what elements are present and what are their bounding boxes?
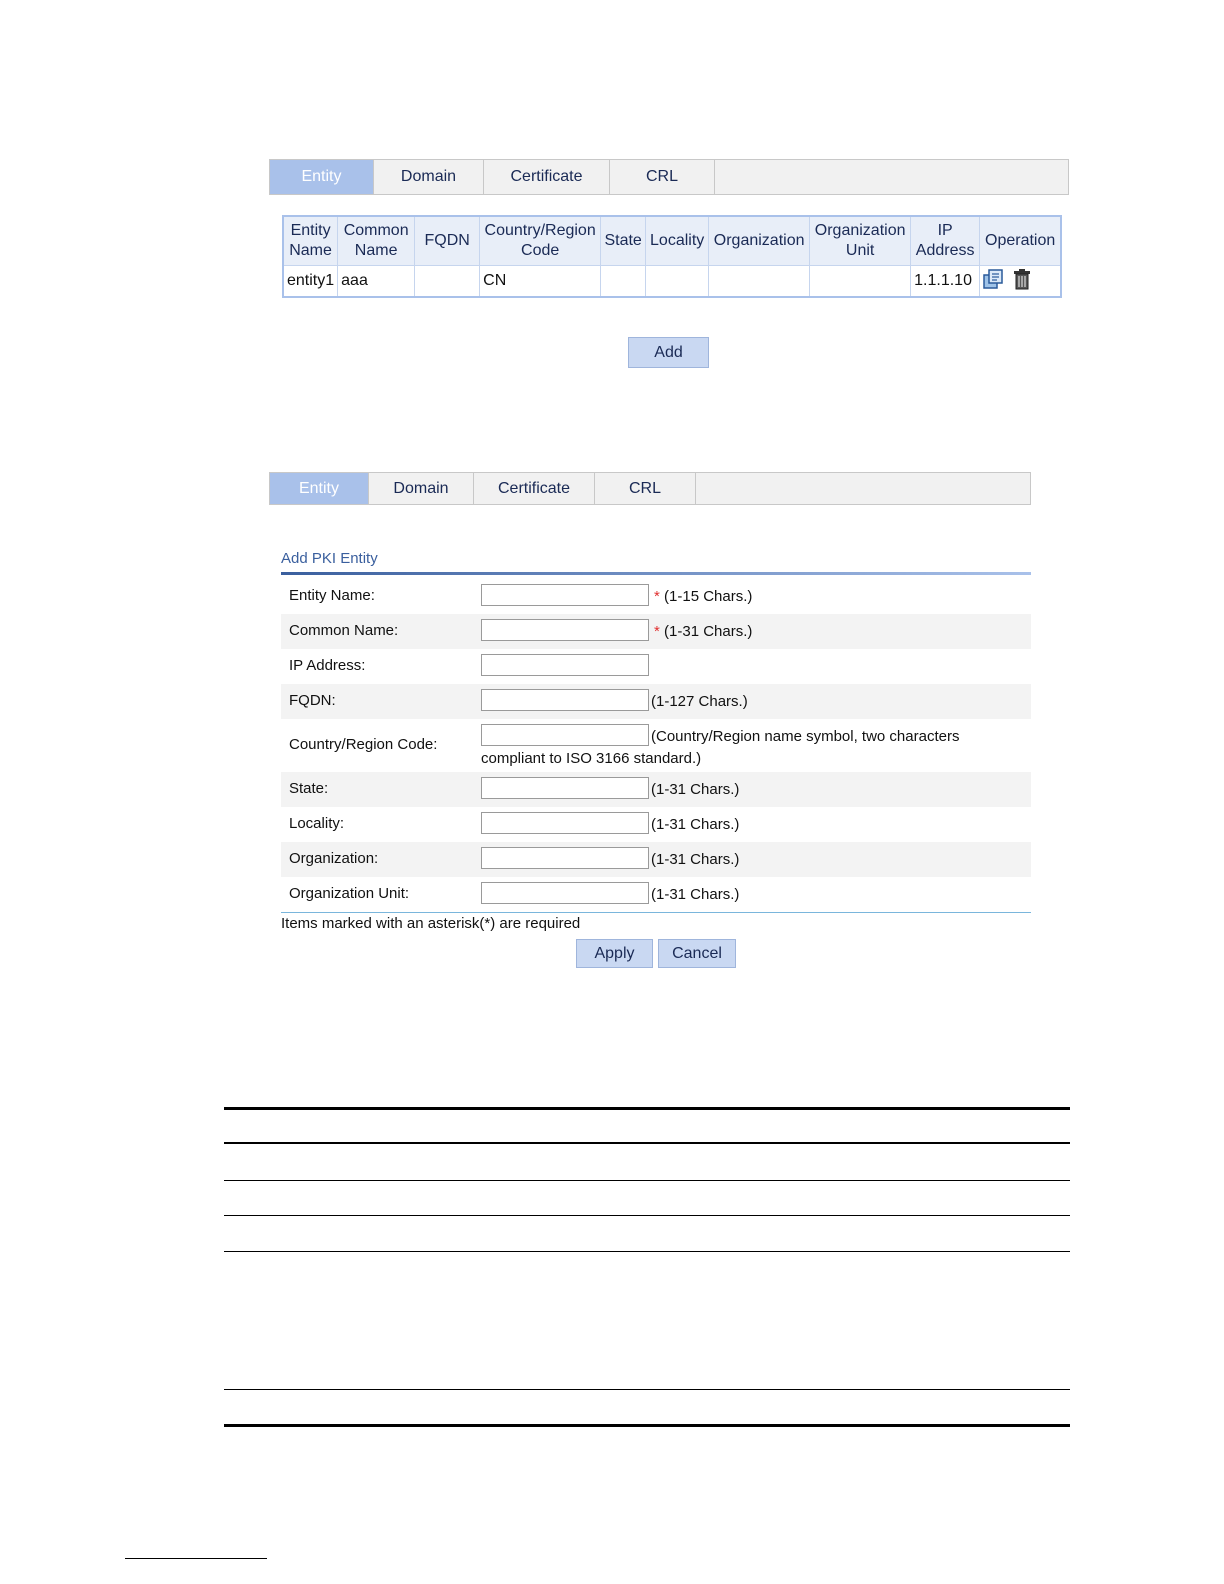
locality-input[interactable] xyxy=(481,812,649,834)
organization-hint: (1-31 Chars.) xyxy=(651,851,740,868)
country-region-code-input[interactable] xyxy=(481,724,649,746)
entity-name-hint xyxy=(654,588,752,605)
cell-entity-name: entity1 xyxy=(283,266,338,298)
col-state: State xyxy=(601,216,646,266)
tab-bar-filler xyxy=(715,160,1068,194)
col-ip-address: IP Address xyxy=(911,216,980,266)
ip-address-input[interactable] xyxy=(481,654,649,676)
tab-bar-filler xyxy=(696,473,1030,504)
tab-entity[interactable]: Entity xyxy=(270,160,374,194)
locality-label: Locality: xyxy=(289,815,345,832)
common-name-label: Common Name: xyxy=(289,622,399,639)
apply-button[interactable]: Apply xyxy=(576,939,653,968)
cell-state xyxy=(601,266,646,298)
entity-name-hint-text: (1-15 Chars.) xyxy=(664,588,753,605)
table-row-rule xyxy=(224,1389,1070,1390)
state-hint: (1-31 Chars.) xyxy=(651,781,740,798)
table-top-rule xyxy=(224,1107,1070,1110)
country-region-code-hint-line2: compliant to ISO 3166 standard.) xyxy=(481,750,702,767)
organization-unit-input[interactable] xyxy=(481,882,649,904)
common-name-hint-text: (1-31 Chars.) xyxy=(664,623,753,640)
organization-label: Organization: xyxy=(289,850,379,867)
entity-name-label: Entity Name: xyxy=(289,587,375,604)
form-row-locality xyxy=(281,807,1031,842)
col-entity-name: Entity Name xyxy=(283,216,338,266)
required-star: * xyxy=(654,623,660,640)
ip-address-label: IP Address: xyxy=(289,657,366,674)
tab-domain[interactable]: Domain xyxy=(374,160,484,194)
trash-icon[interactable] xyxy=(1013,268,1031,295)
form-row-fqdn xyxy=(281,684,1031,719)
form-tab-bar xyxy=(269,472,1031,505)
cancel-button[interactable]: Cancel xyxy=(658,939,736,968)
col-organization: Organization xyxy=(709,216,810,266)
tab-entity[interactable]: Entity xyxy=(270,473,369,504)
required-note: Items marked with an asterisk(*) are required xyxy=(281,915,581,932)
form-title-rule xyxy=(281,572,1031,575)
cell-common-name: aaa xyxy=(338,266,415,298)
form-row-entity-name xyxy=(281,579,1031,614)
entity-table-header xyxy=(283,216,1061,266)
country-region-code-hint: (Country/Region name symbol, two characters xyxy=(651,728,960,745)
edit-icon[interactable] xyxy=(983,268,1005,295)
col-country-region-code: Country/Region Code xyxy=(480,216,601,266)
cell-operation xyxy=(980,266,1062,298)
cell-organization-unit xyxy=(810,266,911,298)
table-row xyxy=(283,266,1061,298)
form-row-state xyxy=(281,772,1031,807)
organization-unit-hint: (1-31 Chars.) xyxy=(651,886,740,903)
cell-ip-address: 1.1.1.10 xyxy=(911,266,980,298)
tab-crl[interactable]: CRL xyxy=(610,160,715,194)
col-common-name: Common Name xyxy=(338,216,415,266)
add-button[interactable]: Add xyxy=(628,337,709,368)
organization-input[interactable] xyxy=(481,847,649,869)
locality-hint: (1-31 Chars.) xyxy=(651,816,740,833)
cell-country-region-code: CN xyxy=(480,266,601,298)
col-fqdn: FQDN xyxy=(415,216,480,266)
state-label: State: xyxy=(289,780,329,797)
country-region-code-label: Country/Region Code: xyxy=(289,736,438,753)
table-row-rule xyxy=(224,1251,1070,1252)
col-locality: Locality xyxy=(646,216,709,266)
col-organization-unit: Organization Unit xyxy=(810,216,911,266)
entity-name-input[interactable] xyxy=(481,584,649,606)
common-name-hint xyxy=(654,623,752,640)
table-row-rule xyxy=(224,1180,1070,1181)
form-row-ip-address xyxy=(281,649,1031,684)
tab-crl[interactable]: CRL xyxy=(595,473,696,504)
organization-unit-label: Organization Unit: xyxy=(289,885,410,902)
form-title: Add PKI Entity xyxy=(281,550,378,567)
form-row-country-region-code xyxy=(281,719,1031,772)
form-row-organization-unit xyxy=(281,877,1031,912)
form-row-organization xyxy=(281,842,1031,877)
tab-certificate[interactable]: Certificate xyxy=(474,473,595,504)
cell-fqdn xyxy=(415,266,480,298)
form-bottom-rule xyxy=(281,912,1031,913)
tab-certificate[interactable]: Certificate xyxy=(484,160,610,194)
fqdn-label: FQDN: xyxy=(289,692,336,709)
form-row-common-name xyxy=(281,614,1031,649)
table-row-rule xyxy=(224,1215,1070,1216)
col-operation: Operation xyxy=(980,216,1062,266)
required-star: * xyxy=(654,588,660,605)
fqdn-hint: (1-127 Chars.) xyxy=(651,693,748,710)
footnote-separator xyxy=(125,1558,267,1559)
tab-domain[interactable]: Domain xyxy=(369,473,474,504)
entity-table xyxy=(282,215,1062,298)
table-bottom-rule xyxy=(224,1424,1070,1427)
table-header-rule xyxy=(224,1142,1070,1144)
cell-locality xyxy=(646,266,709,298)
cell-organization xyxy=(709,266,810,298)
fqdn-input[interactable] xyxy=(481,689,649,711)
state-input[interactable] xyxy=(481,777,649,799)
top-tab-bar xyxy=(269,159,1069,195)
common-name-input[interactable] xyxy=(481,619,649,641)
